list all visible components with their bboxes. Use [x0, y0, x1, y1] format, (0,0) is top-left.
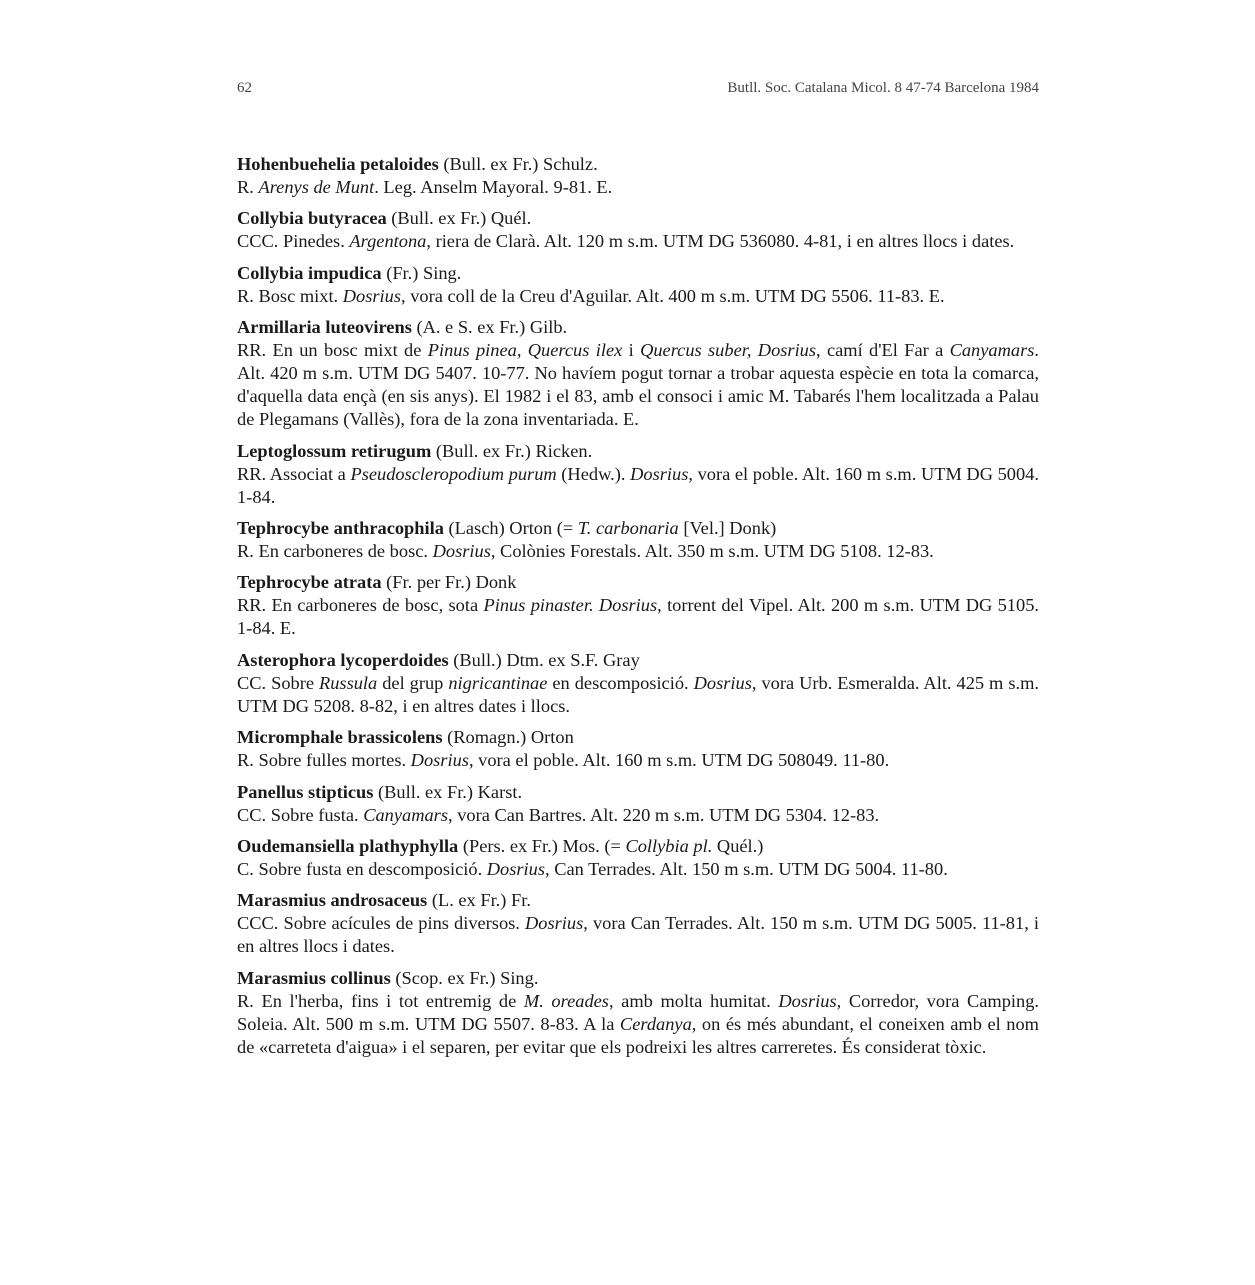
species-authority: (Fr.) Sing.	[381, 262, 462, 283]
italic-text: Dosrius	[342, 285, 402, 306]
record-text: (Hedw.).	[556, 463, 631, 484]
authority-segment: Quél.)	[712, 835, 764, 856]
species-name: Hohenbuehelia petaloides	[237, 154, 439, 174]
species-authority: (Bull. ex Fr.) Ricken.	[431, 440, 593, 461]
record-text: , vora Urb. Esmeralda. Alt. 425 m s.m. UTM DG 5208. 8-82, i en altres dates i llocs.	[237, 672, 1039, 716]
record-text: , Colònies Forestals. Alt. 350 m s.m. UTM DG 5108. 12-83.	[490, 540, 934, 561]
italic-text: Canyamars	[363, 804, 448, 825]
species-record	[237, 339, 1039, 431]
italic-text: Pinus pinea, Quercus ilex	[427, 340, 623, 361]
italic-text: Dosrius	[486, 858, 546, 879]
species-record	[237, 749, 1039, 772]
italic-text: Canyamars	[949, 340, 1035, 361]
record-text: RR. Associat a	[237, 463, 351, 484]
species-authority: (A. e S. ex Fr.) Gilb.	[411, 317, 568, 338]
record-text: . Alt. 420 m s.m. UTM DG 5407. 10-77. No havíem pogut tornar a trobar aquesta espècie en tota la comarca, d'aquella data ençà (en sis anys). El 1982 i el 83, amb el consoci i amic M. Tabarés l'hem localitzada a Palau de Plegamans (Vallès), fora de la zona inventariada. E.	[237, 340, 1040, 430]
species-heading	[237, 207, 1039, 230]
record-text: , riera de Clarà. Alt. 120 m s.m. UTM DG 536080. 4-81, i en altres llocs i dates.	[426, 231, 1015, 252]
species-record	[237, 594, 1039, 640]
record-text: CCC. Sobre acícules de pins diversos.	[237, 913, 526, 934]
authority-segment: Collybia pl.	[625, 835, 713, 856]
record-text: . Leg. Anselm Mayoral. 9-81. E.	[374, 177, 613, 197]
italic-text: Dosrius	[630, 463, 689, 484]
species-entry	[237, 649, 1039, 718]
species-entry	[237, 967, 1039, 1059]
record-text: CCC. Pinedes.	[237, 231, 350, 252]
record-text: , vora coll de la Creu d'Aguilar. Alt. 400 m s.m. UTM DG 5506. 11-83. E.	[401, 285, 945, 306]
species-entry	[237, 207, 1039, 253]
record-text: , on és més abundant, el coneixen amb el nom de «carreteta d'aigua» i el separen, per evitar que els podreixi les altres carreretes. És considerat tòxic.	[237, 1013, 1039, 1057]
species-name: Micromphale brassicolens	[237, 727, 443, 748]
species-name: Collybia impudica	[237, 262, 382, 283]
species-name: Collybia butyracea	[237, 208, 387, 229]
species-heading	[237, 571, 1039, 594]
species-record	[237, 990, 1039, 1059]
species-authority: (L. ex Fr.) Fr.	[427, 890, 531, 911]
species-entry	[237, 440, 1039, 509]
species-heading	[237, 649, 1039, 672]
page-number: 62	[237, 80, 252, 96]
italic-text: Dosrius	[410, 750, 469, 771]
species-record	[237, 912, 1039, 958]
species-entry	[237, 726, 1039, 772]
record-text: , vora Can Terrades. Alt. 150 m s.m. UTM DG 5005. 11-81, i en altres llocs i dates.	[237, 913, 1039, 957]
record-text: CC. Sobre	[237, 672, 319, 693]
species-name: Tephrocybe atrata	[237, 572, 382, 593]
record-text: , camí d'El Far a	[816, 340, 950, 361]
species-authority: (Scop. ex Fr.) Sing.	[390, 967, 539, 988]
species-entry	[237, 316, 1039, 431]
record-text: R.	[237, 177, 259, 197]
italic-text: Dosrius	[525, 913, 584, 934]
italic-text: Pinus pinaster. Dosrius	[483, 595, 658, 616]
species-record	[237, 176, 1039, 199]
record-text: R. En l'herba, fins i tot entremig de	[237, 990, 524, 1011]
species-heading	[237, 153, 1039, 176]
italic-text: nigricantinae	[448, 672, 548, 693]
record-text: CC. Sobre fusta.	[237, 804, 364, 825]
species-name: Leptoglossum retirugum	[237, 440, 432, 461]
authority-segment: [Vel.] Donk)	[678, 517, 777, 538]
italic-text: M. oreades	[523, 990, 609, 1011]
species-record	[237, 463, 1039, 509]
species-name: Panellus stipticus	[237, 781, 374, 802]
italic-text: Dosrius	[778, 990, 837, 1011]
species-authority: (Fr. per Fr.) Donk	[381, 572, 517, 593]
species-heading	[237, 262, 1039, 285]
species-heading	[237, 889, 1039, 912]
species-heading	[237, 517, 1039, 540]
record-text: C. Sobre fusta en descomposició.	[237, 858, 487, 879]
record-text: , vora el poble. Alt. 160 m s.m. UTM DG 508049. 11-80.	[468, 750, 890, 771]
italic-text: Cerdanya	[619, 1013, 692, 1034]
species-name: Asterophora lycoperdoides	[237, 649, 449, 670]
species-record	[237, 540, 1039, 563]
species-authority: (Bull. ex Fr.) Karst.	[373, 781, 523, 802]
species-entry	[237, 153, 1039, 199]
italic-text: Dosrius	[432, 540, 491, 561]
record-text: , torrent del Vipel. Alt. 200 m s.m. UTM DG 5105. 1-84. E.	[237, 595, 1039, 639]
italic-text: Quercus suber, Dosrius	[640, 340, 817, 361]
species-name: Marasmius collinus	[237, 967, 391, 988]
species-heading	[237, 967, 1039, 990]
species-entry	[237, 571, 1039, 640]
italic-text: Argentona	[349, 231, 427, 252]
italic-text: Russula	[318, 672, 378, 693]
record-text: RR. En carboneres de bosc, sota	[237, 595, 484, 616]
italic-text: Dosrius	[693, 672, 752, 693]
species-entry	[237, 889, 1039, 958]
record-text: i	[622, 340, 641, 361]
record-text: del grup	[377, 672, 449, 693]
species-record	[237, 804, 1039, 827]
record-text: , vora Can Bartres. Alt. 220 m s.m. UTM DG 5304. 12-83.	[448, 804, 880, 825]
species-record	[237, 285, 1039, 308]
italic-text: Arenys de Munt	[258, 177, 375, 197]
record-text: , Can Terrades. Alt. 150 m s.m. UTM DG 5004. 11-80.	[545, 858, 948, 879]
species-entry	[237, 835, 1039, 881]
species-heading	[237, 440, 1039, 463]
record-text: , amb molta humitat.	[608, 990, 779, 1011]
species-list	[237, 153, 1039, 1067]
species-heading	[237, 781, 1039, 804]
record-text: R. En carboneres de bosc.	[237, 540, 433, 561]
record-text: R. Sobre fulles mortes.	[237, 750, 411, 771]
species-entry	[237, 262, 1039, 308]
species-name: Marasmius androsaceus	[237, 890, 428, 911]
italic-text: Pseudoscleropodium purum	[350, 463, 557, 484]
species-heading	[237, 726, 1039, 749]
record-text: , vora el poble. Alt. 160 m s.m. UTM DG 5004. 1-84.	[237, 463, 1039, 507]
species-authority: (Bull. ex Fr.) Schulz.	[438, 154, 598, 174]
species-authority: (Bull. ex Fr.) Quél.	[386, 208, 532, 229]
record-text: RR. En un bosc mixt de	[237, 340, 428, 361]
species-name: Oudemansiella plathyphylla	[237, 835, 459, 856]
species-record	[237, 230, 1039, 253]
authority-segment: T. carbonaria	[577, 517, 679, 538]
species-authority: (Lasch) Orton (=	[443, 517, 578, 538]
species-heading	[237, 316, 1039, 339]
species-authority: (Romagn.) Orton	[442, 727, 574, 748]
record-text: en descomposició.	[547, 672, 694, 693]
species-entry	[237, 517, 1039, 563]
species-record	[237, 858, 1039, 881]
species-record	[237, 672, 1039, 718]
record-text: R. Bosc mixt.	[237, 285, 343, 306]
species-name: Tephrocybe anthracophila	[237, 517, 444, 538]
species-authority: (Bull.) Dtm. ex S.F. Gray	[448, 649, 640, 670]
record-text: , Corredor, vora Camping. Soleia. Alt. 500 m s.m. UTM DG 5507. 8-83. A la	[237, 990, 1039, 1034]
journal-citation: Butll. Soc. Catalana Micol. 8 47-74 Barcelona 1984	[727, 80, 1039, 96]
species-name: Armillaria luteovirens	[237, 317, 412, 338]
species-entry	[237, 781, 1039, 827]
species-authority: (Pers. ex Fr.) Mos. (=	[458, 835, 626, 856]
species-heading	[237, 835, 1039, 858]
